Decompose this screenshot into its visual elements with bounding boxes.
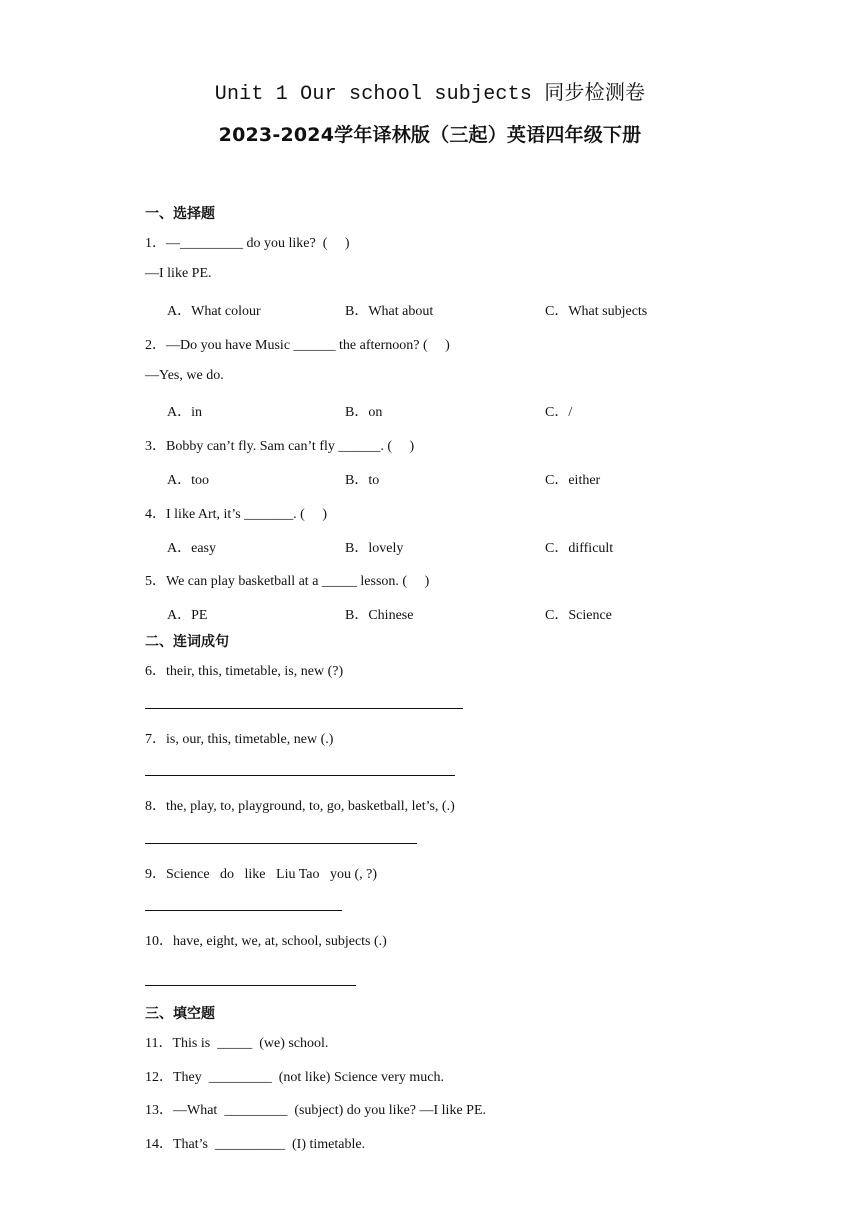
question-stem: 11．This is _____ (we) school. xyxy=(145,1036,329,1051)
option-a: A．PE xyxy=(167,608,208,623)
option-c: C．Science xyxy=(545,608,612,623)
question-stem: 5．We can play basketball at a _____ lesson. ( ) xyxy=(145,574,430,589)
option-c: C．either xyxy=(545,473,601,488)
question-stem: 12．They _________ (not like) Science very much. xyxy=(145,1070,444,1085)
question-stem: 10．have, eight, we, at, school, subjects (.) xyxy=(145,934,387,949)
question-stem: 6．their, this, timetable, is, new (?) xyxy=(145,664,344,679)
question-stem: 1．—_________ do you like? ( ) xyxy=(145,236,350,251)
section-heading-multiple-choice: 一、选择题 xyxy=(145,206,215,222)
option-b: B．to xyxy=(345,473,380,488)
question-stem: 7．is, our, this, timetable, new (.) xyxy=(145,732,334,747)
option-b: B．on xyxy=(345,405,383,420)
option-a: A．What colour xyxy=(167,304,261,319)
question-stem: 4．I like Art, it’s _______. ( ) xyxy=(145,507,327,522)
section-heading-fill-blank: 三、填空题 xyxy=(145,1006,215,1022)
question-stem: 14．That’s __________ (I) timetable. xyxy=(145,1137,366,1152)
page-title-line-1: Unit 1 Our school subjects 同步检测卷 xyxy=(214,83,646,106)
page-title-line-2: 2023-2024学年译林版（三起）英语四年级下册 xyxy=(218,124,642,146)
option-a: A．too xyxy=(167,473,209,488)
answer-line xyxy=(145,910,342,911)
question-stem: 2．—Do you have Music ______ the afternoon? ( ) xyxy=(145,338,450,353)
answer-line xyxy=(145,775,455,776)
answer-line xyxy=(145,985,356,986)
option-c: C．difficult xyxy=(545,541,614,556)
option-a: A．easy xyxy=(167,541,216,556)
question-stem: 3．Bobby can’t fly. Sam can’t fly ______. ( ) xyxy=(145,439,415,454)
option-a: A．in xyxy=(167,405,202,420)
option-b: B．lovely xyxy=(345,541,404,556)
question-stem: 13．—What _________ (subject) do you like? —I like PE. xyxy=(145,1103,486,1118)
question-stem: 8．the, play, to, playground, to, go, basketball, let’s, (.) xyxy=(145,799,455,814)
section-heading-sentence-building: 二、连词成句 xyxy=(145,634,229,650)
answer-line xyxy=(145,843,417,844)
option-c: C．/ xyxy=(545,405,573,420)
question-reply: —I like PE. xyxy=(145,266,212,281)
option-b: B．What about xyxy=(345,304,434,319)
question-stem: 9．Science do like Liu Tao you (, ?) xyxy=(145,867,378,882)
answer-line xyxy=(145,708,463,709)
option-c: C．What subjects xyxy=(545,304,648,319)
option-b: B．Chinese xyxy=(345,608,414,623)
question-reply: —Yes, we do. xyxy=(145,368,224,383)
